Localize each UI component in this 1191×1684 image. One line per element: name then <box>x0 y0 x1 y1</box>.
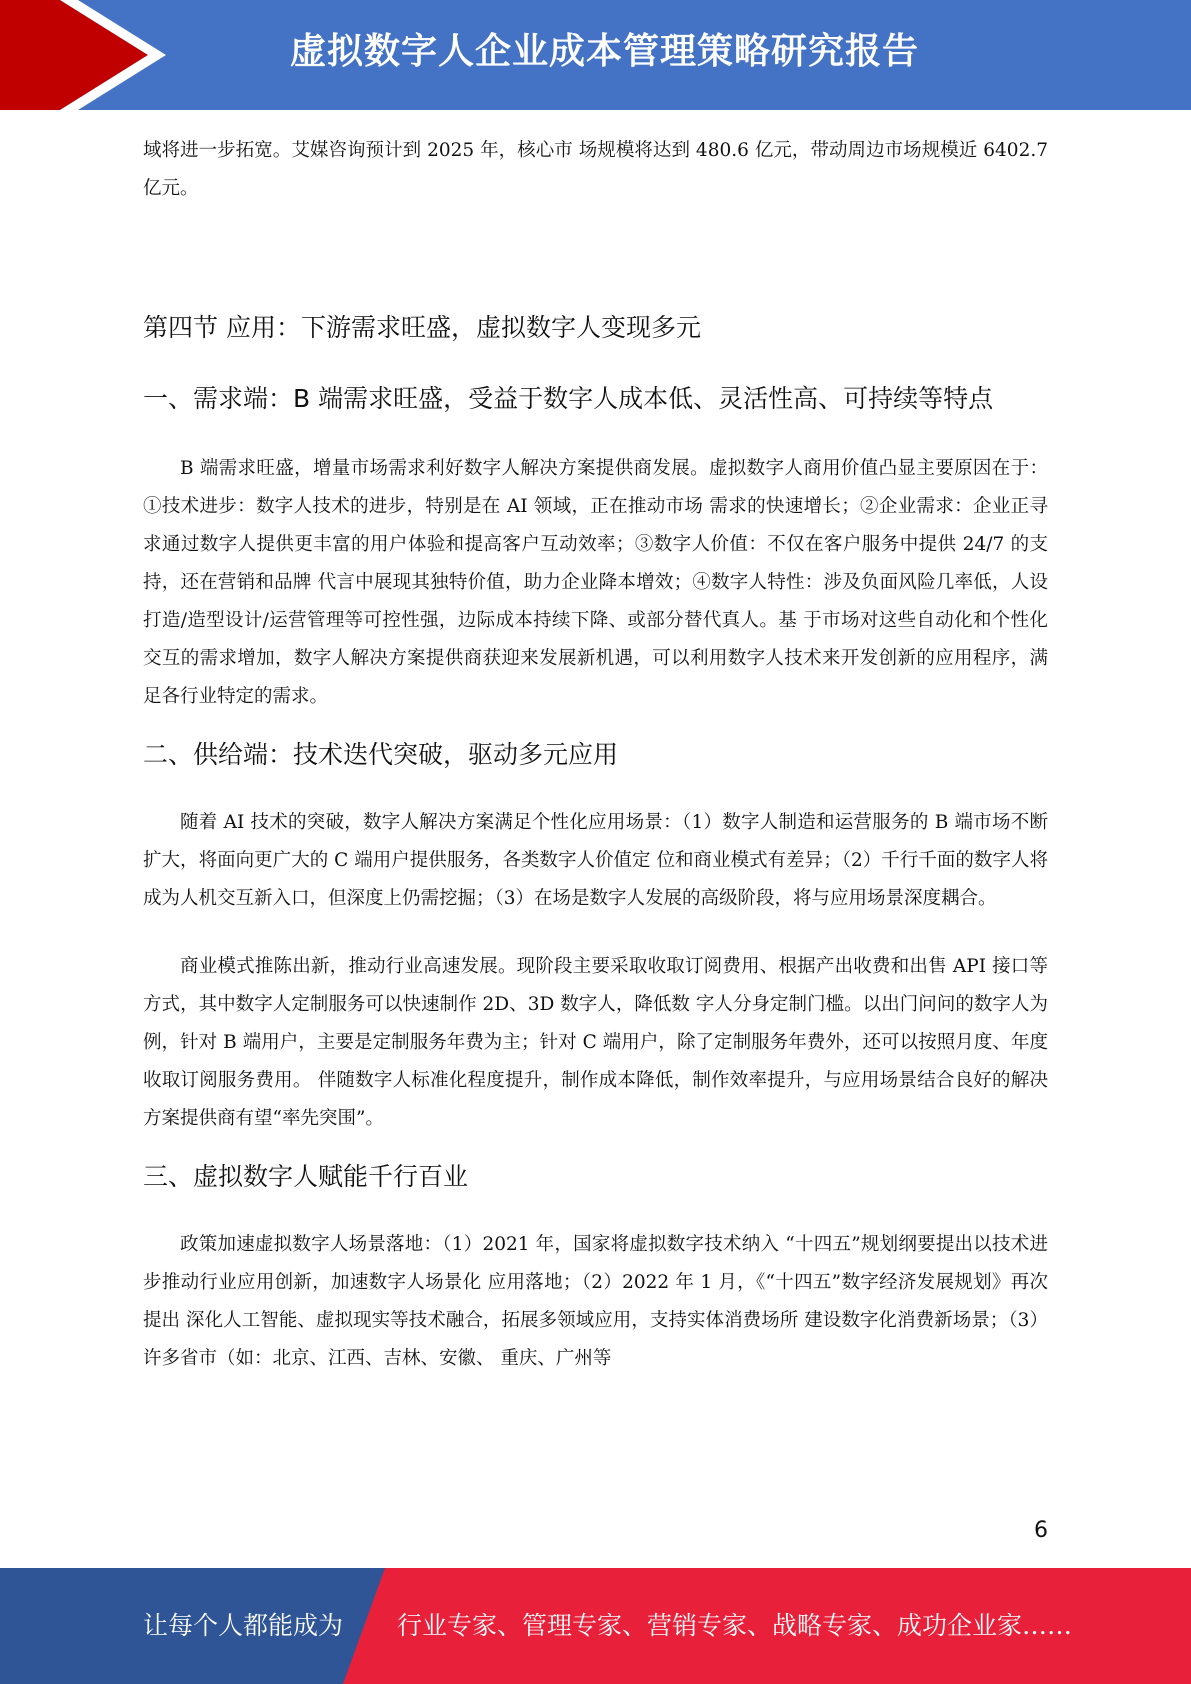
paragraph-policy: 政策加速虚拟数字人场景落地：（1）2021 年，国家将虚拟数字技术纳入 “十四五”规划纲要提出以技术进步推动行业应用创新，加速数字人场景化 应用落地；（2）2022 年 1 月，《“十四五”数字经济发展规划》再次提出 深化人工智能、虚拟现实等技术融合，拓展多领域应用，支持实体消费场所 建设数字化消费新场景；（3）许多省市（如：北京、江西、吉林、安徽、 重庆、广州等 <box>143 1234 1048 1369</box>
page-number: 6 <box>1034 1518 1048 1543</box>
page-header <box>0 0 1191 110</box>
page-footer <box>0 1568 1191 1684</box>
paragraph-supply-2: 商业模式推陈出新，推动行业高速发展。现阶段主要采取收取订阅费用、根据产出收费和出售 API 接口等方式，其中数字人定制服务可以快速制作 2D、3D 数字人，降低数 字人分身定制门槛。以出门问问的数字人为例，针对 B 端用户，主要是定制服务年费为主；针对 C 端用户，除了定制服务年费外，还可以按照月度、年度收取订阅服务费用。 伴随数字人标准化程度提升，制作成本降低，制作效率提升，与应用场景结合良好的解决方案提供商有望“率先突围”。 <box>143 956 1048 1129</box>
subsection-title-demand: 一、需求端：B 端需求旺盛，受益于数字人成本低、灵活性高、可持续等特点 <box>143 384 994 413</box>
subsection-title-empower: 三、虚拟数字人赋能千行百业 <box>143 1162 469 1191</box>
intro-paragraph: 域将进一步拓宽。艾媒咨询预计到 2025 年，核心市 场规模将达到 480.6 亿元，带动周边市场规模近 6402.7 亿元。 <box>143 140 1048 199</box>
subsection-title-supply: 二、供给端：技术迭代突破，驱动多元应用 <box>143 740 619 769</box>
paragraph-demand: B 端需求旺盛，增量市场需求利好数字人解决方案提供商发展。虚拟数字人商用价值凸显主要原因在于：①技术进步：数字人技术的进步，特别是在 AI 领域，正在推动市场 需求的快速增长；②企业需求：企业正寻求通过数字人提供更丰富的用户体验和提高客户互动效率；③数字人价值：不仅在客户服务中提供 24/7 的支持，还在营销和品牌 代言中展现其独特价值，助力企业降本增效；④数字人特性：涉及负面风险几率低，人设打造/造型设计/运营管理等可控性强，边际成本持续下降、或部分替代真人。基 于市场对这些自动化和个性化交互的需求增加，数字人解决方案提供商获迎来发展新机遇，可以利用数字人技术来开发创新的应用程序，满足各行业特定的需求。 <box>143 458 1048 707</box>
section-title: 第四节 应用：下游需求旺盛，虚拟数字人变现多元 <box>143 313 701 342</box>
footer-slogan-left: 让每个人都能成为 <box>143 1611 344 1640</box>
report-title: 虚拟数字人企业成本管理策略研究报告 <box>290 31 920 72</box>
paragraph-supply-1: 随着 AI 技术的突破，数字人解决方案满足个性化应用场景：（1）数字人制造和运营服务的 B 端市场不断扩大，将面向更广大的 C 端用户提供服务，各类数字人价值定 位和商业模式有差异；（2）千行千面的数字人将成为人机交互新入口，但深度上仍需挖掘；（3）在场是数字人发展的高级阶段，将与应用场景深度耦合。 <box>143 812 1048 909</box>
page-content <box>143 132 1048 1378</box>
footer-slogan-right: 行业专家、管理专家、营销专家、战略专家、成功企业家…… <box>397 1611 1073 1640</box>
